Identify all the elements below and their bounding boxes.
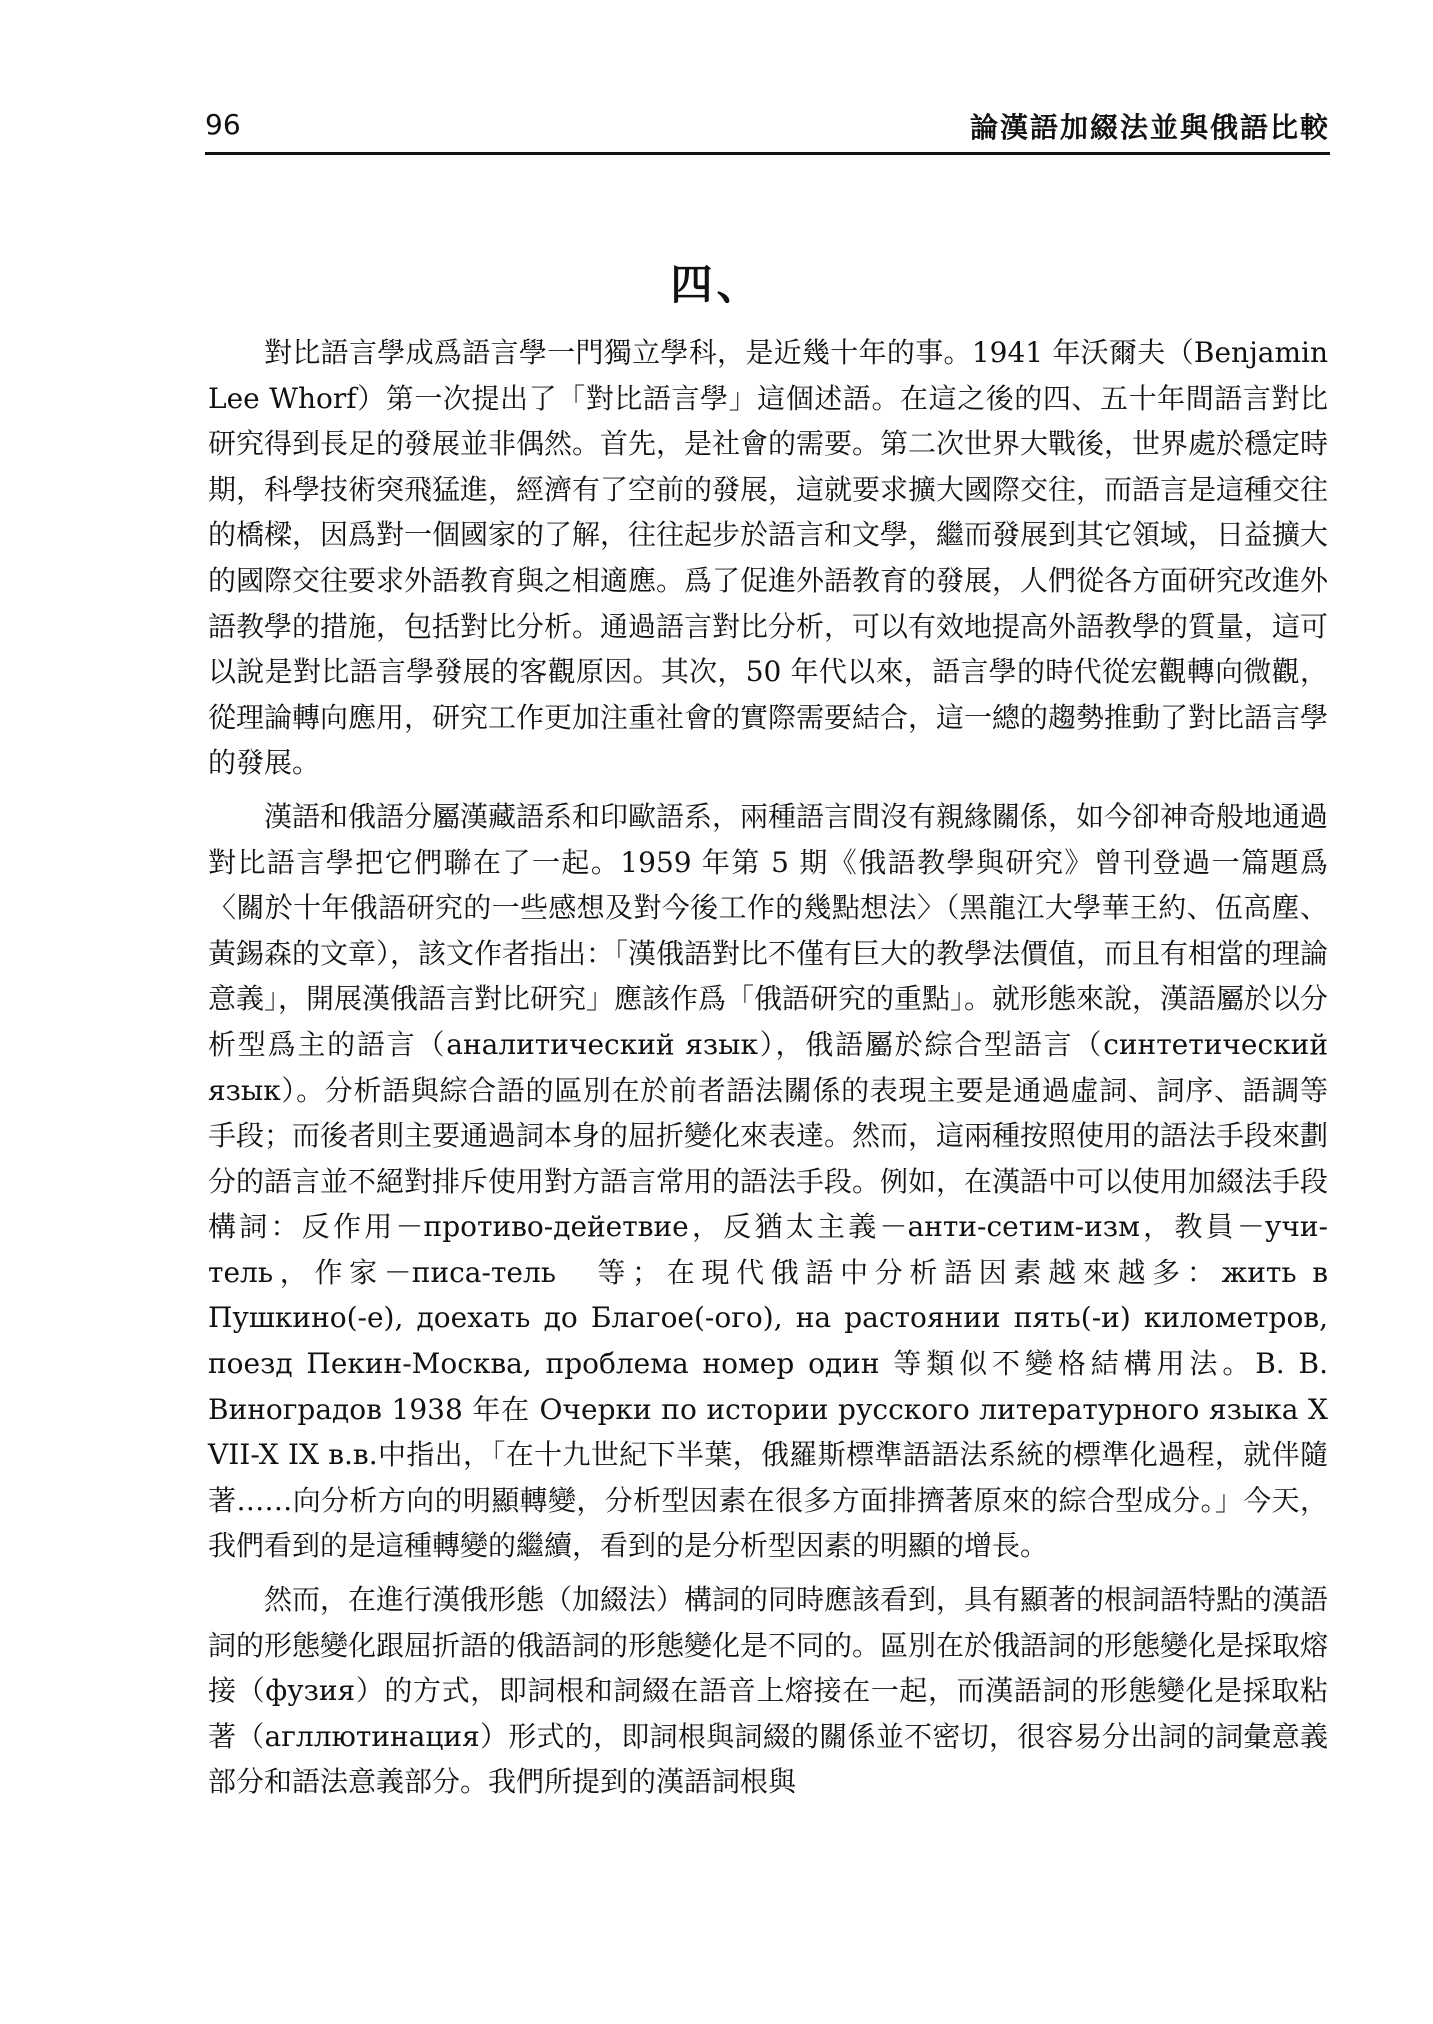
page-header <box>205 106 1330 155</box>
paragraph: 然而，在進行漢俄形態（加綴法）構詞的同時應該看到，具有顯著的根詞語特點的漢語詞的形態變化跟屈折語的俄語詞的形態變化是不同的。區別在於俄語詞的形態變化是採取熔接（фузия）的方式，即詞根和詞綴在語音上熔接在一起，而漢語詞的形態變化是採取粘著（агллютинация）形式的，即詞根與詞綴的關係並不密切，很容易分出詞的詞彙意義部分和語法意義部分。我們所提到的漢語詞根與 <box>208 1583 1329 1799</box>
paragraph: 漢語和俄語分屬漢藏語系和印歐語系，兩種語言間沒有親緣關係，如今卻神奇般地通過對比語言學把它們聯在了一起。1959 年第 5 期《俄語教學與研究》曾刊登過一篇題爲〈關於十年俄語研究的一些感想及對今後工作的幾點想法〉（黑龍江大學華王約、伍高塵、黃錫森的文章），該文作者指出：「漢俄語對比不僅有巨大的教學法價值，而且有相當的理論意義」，開展漢俄語言對比研究」應該作爲「俄語研究的重點」。就形態來說，漢語屬於以分析型爲主的語言（аналитический язык），俄語屬於綜合型語言（синтетический язык）。分析語與綜合語的區別在於前者語法關係的表現主要是通過虛詞、詞序、語調等手段；而後者則主要通過詞本身的屈折變化來表達。然而，這兩種按照使用的語法手段來劃分的語言並不絕對排斥使用對方語言常用的語法手段。例如，在漢語中可以使用加綴法手段構詞：反作用－противо-дейетвие，反猶太主義－анти-сетим-изм，教員－учи-тель，作家－писа-тель 等；在現代俄語中分析語因素越來越多：жить в Пушкино(-е), доехать до Благое(-ого), на растоянии пять(-и) километров, поезд Пекин-Москва, проблема номер один 等類似不變格結構用法。В. В. Виноградов 1938 年在 Очерки по истории русского литературного языка X VII-X IX в.в.中指出，「在十九世紀下半葉，俄羅斯標準語語法系統的標準化過程，就伴隨著……向分析方向的明顯轉變，分析型因素在很多方面排擠著原來的綜合型成分。」今天，我們看到的是這種轉變的繼續，看到的是分析型因素的明顯的增長。 <box>208 799 1329 1563</box>
body-text <box>208 330 1328 1813</box>
running-title: 論漢語加綴法並與俄語比較 <box>969 111 1330 144</box>
page-number: 96 <box>205 108 241 141</box>
paragraph: 對比語言學成爲語言學一門獨立學科，是近幾十年的事。1941 年沃爾夫（Benjamin Lee Whorf）第一次提出了「對比語言學」這個述語。在這之後的四、五十年間語言對比研究得到長足的發展並非偶然。首先，是社會的需要。第二次世界大戰後，世界處於穩定時期，科學技術突飛猛進，經濟有了空前的發展，這就要求擴大國際交往，而語言是這種交往的橋樑，因爲對一個國家的了解，往往起步於語言和文學，繼而發展到其它領域，日益擴大的國際交往要求外語教育與之相適應。爲了促進外語教育的發展，人們從各方面研究改進外語教學的措施，包括對比分析。通過語言對比分析，可以有效地提高外語教學的質量，這可以說是對比語言學發展的客觀原因。其次，50 年代以來，語言學的時代從宏觀轉向微觀，從理論轉向應用，研究工作更加注重社會的實際需要結合，這一總的趨勢推動了對比語言學的發展。 <box>208 336 1329 780</box>
section-heading: 四、 <box>670 260 763 309</box>
